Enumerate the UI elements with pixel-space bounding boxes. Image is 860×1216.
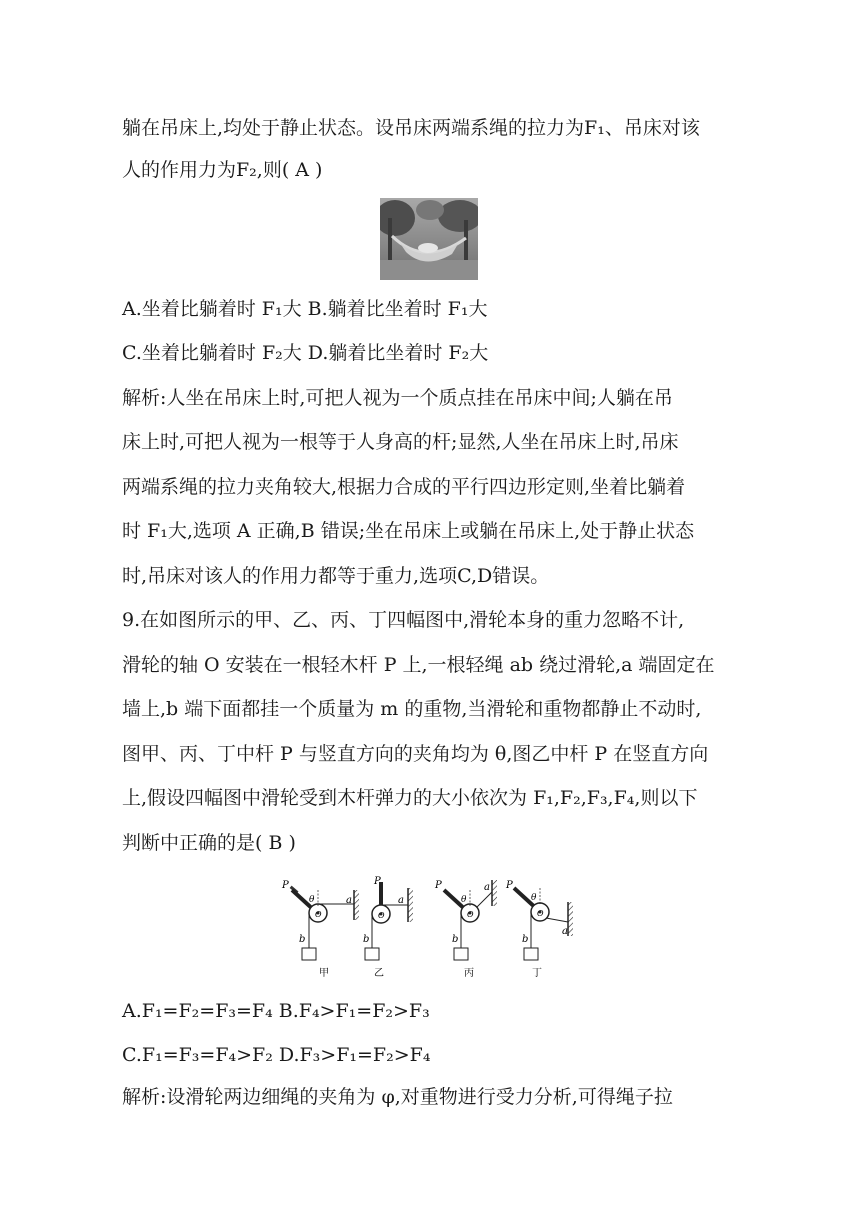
label-bing: 丙 [464,968,474,979]
diagram-bing [434,880,497,979]
label-p: P [435,880,442,891]
label-theta: θ [461,895,467,905]
label-a: a [562,926,568,937]
q8-solution-line-5: 时,吊床对该人的作用力都等于重力,选项C,D错误。 [122,565,550,587]
q8-stem-line-2: 人的作用力为F₂,则( A ) [122,159,323,181]
q8-options-line-1: A.坐着比躺着时 F₁大 B.躺着比坐着时 F₁大 [122,298,488,320]
diagram-jia [281,880,359,979]
label-p: P [506,880,513,891]
q9-options-line-1: A.F₁=F₂=F₃=F₄ B.F₄>F₁=F₂>F₃ [122,1000,430,1022]
label-ding: 丁 [532,968,542,979]
diagram-yi [363,876,413,979]
label-b: b [452,934,459,945]
q8-options-line-2: C.坐着比躺着时 F₂大 D.躺着比坐着时 F₂大 [122,342,489,364]
label-o: O [378,911,385,920]
q8-stem-line-1: 躺在吊床上,均处于静止状态。设吊床两端系绳的拉力为F₁、吊床对该 [122,117,700,139]
q9-stem-line-5: 上,假设四幅图中滑轮受到木杆弹力的大小依次为 F₁,F₂,F₃,F₄,则以下 [122,787,698,809]
q9-stem-line-3: 墙上,b 端下面都挂一个质量为 m 的重物,当滑轮和重物都静止不动时, [122,698,702,720]
label-a: a [398,895,404,906]
q8-solution-line-4: 时 F₁大,选项 A 正确,B 错误;坐在吊床上或躺在吊床上,处于静止状态 [122,520,695,542]
hammock-photo [380,198,478,280]
label-o: O [315,910,322,919]
q9-stem-line-1: 9.在如图所示的甲、乙、丙、丁四幅图中,滑轮本身的重力忽略不计, [122,609,685,631]
q9-solution-line-1: 解析:设滑轮两边细绳的夹角为 φ,对重物进行受力分析,可得绳子拉 [122,1086,673,1108]
diagram-ding [505,880,573,979]
label-a: a [346,895,352,906]
label-o: O [467,910,474,919]
q9-stem-line-6: 判断中正确的是( B ) [122,832,296,854]
label-jia: 甲 [319,968,329,979]
q9-stem-line-4: 图甲、丙、丁中杆 P 与竖直方向的夹角均为 θ,图乙中杆 P 在竖直方向 [122,743,709,765]
label-b: b [299,934,306,945]
q9-options-line-2: C.F₁=F₃=F₄>F₂ D.F₃>F₁=F₂>F₄ [122,1044,431,1066]
q9-stem-line-2: 滑轮的轴 O 安装在一根轻木杆 P 上,一根轻绳 ab 绕过滑轮,a 端固定在 [122,654,715,676]
label-b: b [522,934,529,945]
q8-solution-line-2: 床上时,可把人视为一根等于人身高的杆;显然,人坐在吊床上时,吊床 [122,431,679,453]
label-p: P [282,880,289,891]
label-theta: θ [309,895,315,905]
label-yi: 乙 [374,968,384,979]
q8-solution-line-3: 两端系绳的拉力夹角较大,根据力合成的平行四边形定则,坐着比躺着 [122,476,686,498]
label-o: O [537,909,544,918]
label-b: b [363,934,370,945]
pulley-figure [280,876,592,980]
q8-solution-line-1: 解析:人坐在吊床上时,可把人视为一个质点挂在吊床中间;人躺在吊 [122,387,673,409]
label-theta: θ [531,893,537,903]
label-p: P [374,876,381,887]
label-a: a [484,882,490,893]
